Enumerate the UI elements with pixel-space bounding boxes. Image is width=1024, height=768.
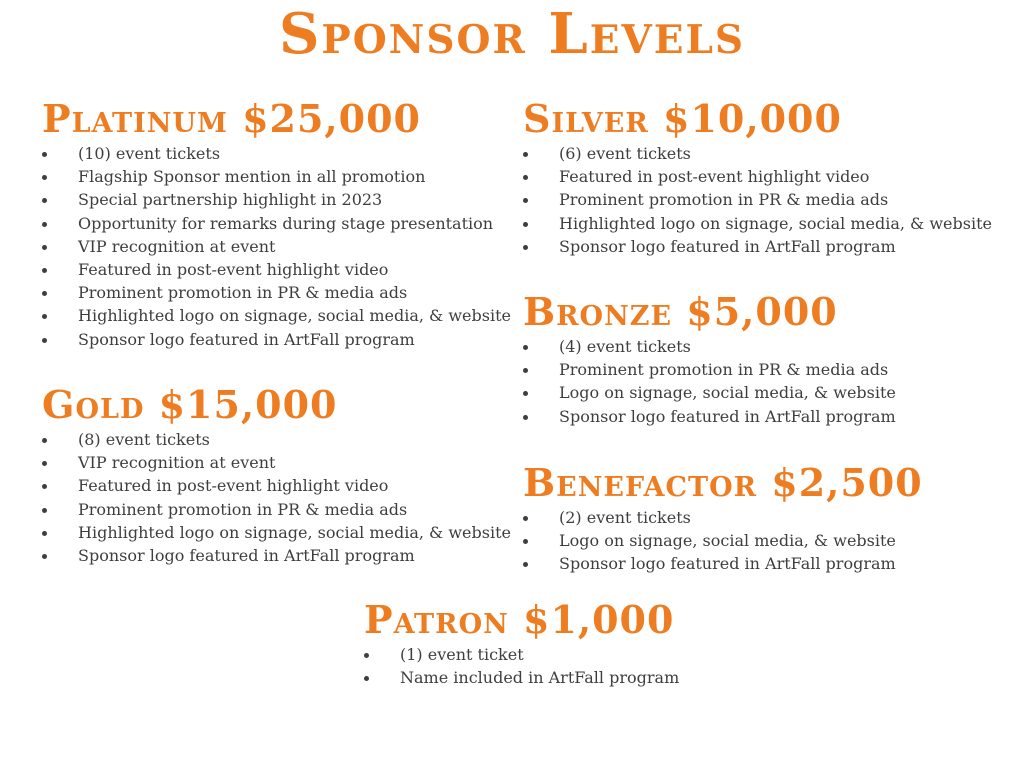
benefit-item — [42, 428, 511, 451]
benefit-text: Name included in ArtFall program — [400, 668, 680, 688]
benefit-list — [364, 643, 679, 689]
tier-heading-gold: Gold $15,000 — [42, 382, 338, 427]
tier-heading-bronze: Bronze $5,000 — [523, 289, 838, 334]
bullet-icon — [42, 438, 47, 443]
benefit-item — [523, 235, 992, 258]
benefit-list — [523, 335, 896, 428]
tier-heading-benefactor: Benefactor $2,500 — [523, 460, 923, 505]
benefit-item — [523, 142, 992, 165]
benefit-item — [42, 304, 511, 327]
benefit-text: VIP recognition at event — [78, 453, 276, 473]
benefit-item — [523, 552, 923, 575]
bullet-icon — [523, 152, 528, 157]
benefit-item — [364, 643, 679, 666]
benefit-item — [42, 281, 511, 304]
benefit-item — [523, 358, 896, 381]
bullet-icon — [364, 653, 369, 658]
benefit-item — [523, 506, 923, 529]
bullet-icon — [364, 676, 369, 681]
benefit-text: Featured in post-event highlight video — [78, 260, 389, 280]
benefit-text: Sponsor logo featured in ArtFall program — [559, 406, 896, 426]
benefit-text: VIP recognition at event — [78, 236, 276, 256]
benefit-item — [523, 165, 992, 188]
tier-heading-silver: Silver $10,000 — [523, 96, 842, 141]
bullet-icon — [523, 415, 528, 420]
bullet-icon — [523, 222, 528, 227]
benefit-text: (1) event ticket — [400, 645, 524, 664]
benefit-text: (8) event tickets — [78, 430, 210, 449]
bullet-icon — [523, 175, 528, 180]
bullet-icon — [523, 368, 528, 373]
bullet-icon — [42, 291, 47, 296]
tier-silver — [523, 96, 992, 258]
bullet-icon — [42, 554, 47, 559]
benefit-text: Special partnership highlight in 2023 — [78, 190, 383, 210]
benefit-text: (10) event tickets — [78, 144, 221, 163]
benefit-item — [42, 258, 511, 281]
bullet-icon — [523, 245, 528, 250]
bullet-icon — [523, 198, 528, 203]
bullet-icon — [42, 508, 47, 513]
tier-bronze — [523, 289, 896, 428]
bullet-icon — [42, 461, 47, 466]
bullet-icon — [42, 531, 47, 536]
benefit-item — [42, 188, 511, 211]
benefit-item — [523, 335, 896, 358]
benefit-item — [364, 666, 679, 689]
bullet-icon — [42, 198, 47, 203]
benefit-text: Sponsor logo featured in ArtFall program — [559, 554, 896, 574]
benefit-item — [42, 474, 511, 497]
benefit-text: Prominent promotion in PR & media ads — [559, 190, 889, 210]
benefit-text: Logo on signage, social media, & website — [559, 383, 896, 403]
tier-heading-platinum: Platinum $25,000 — [42, 96, 421, 141]
benefit-text: (2) event tickets — [559, 508, 691, 527]
bullet-icon — [42, 175, 47, 180]
benefit-item — [523, 188, 992, 211]
benefit-item — [42, 212, 511, 235]
benefit-item — [42, 142, 511, 165]
bullet-icon — [523, 345, 528, 350]
benefit-text: Prominent promotion in PR & media ads — [559, 360, 889, 380]
benefit-text: Prominent promotion in PR & media ads — [78, 283, 408, 303]
benefit-item — [523, 381, 896, 404]
page-title: Sponsor Levels — [278, 1, 746, 67]
bullet-icon — [523, 539, 528, 544]
benefit-list — [42, 428, 511, 567]
benefit-text: Highlighted logo on signage, social media, & website — [78, 522, 511, 542]
benefit-text: Featured in post-event highlight video — [559, 167, 870, 187]
bullet-icon — [42, 314, 47, 319]
benefit-item — [523, 212, 992, 235]
benefit-text: (6) event tickets — [559, 144, 691, 163]
benefit-text: Flagship Sponsor mention in all promotion — [78, 167, 426, 187]
benefit-text: Sponsor logo featured in ArtFall program — [559, 236, 896, 256]
benefit-text: Prominent promotion in PR & media ads — [78, 499, 408, 519]
benefit-item — [42, 544, 511, 567]
benefit-item — [523, 529, 923, 552]
bullet-icon — [42, 268, 47, 273]
bullet-icon — [42, 338, 47, 343]
benefit-text: Sponsor logo featured in ArtFall program — [78, 546, 415, 566]
bullet-icon — [42, 152, 47, 157]
tier-heading-patron: Patron $1,000 — [364, 597, 675, 642]
benefit-item — [42, 498, 511, 521]
benefit-item — [42, 328, 511, 351]
benefit-item — [523, 405, 896, 428]
tier-gold — [42, 382, 511, 567]
benefit-text: (4) event tickets — [559, 337, 691, 356]
benefit-list — [523, 142, 992, 258]
benefit-text: Highlighted logo on signage, social media, & website — [559, 213, 992, 233]
bullet-icon — [523, 562, 528, 567]
benefit-text: Featured in post-event highlight video — [78, 476, 389, 496]
benefit-text: Sponsor logo featured in ArtFall program — [78, 329, 415, 349]
benefit-text: Opportunity for remarks during stage presentation — [78, 213, 494, 233]
tier-platinum — [42, 96, 511, 351]
tier-patron — [364, 597, 680, 689]
bullet-icon — [523, 391, 528, 396]
benefit-item — [42, 451, 511, 474]
benefit-list — [523, 506, 923, 576]
benefit-text: Highlighted logo on signage, social media, & website — [78, 306, 511, 326]
benefit-list — [42, 142, 511, 351]
tier-benefactor — [523, 460, 923, 576]
bullet-icon — [42, 245, 47, 250]
benefit-text: Logo on signage, social media, & website — [559, 531, 896, 551]
benefit-item — [42, 165, 511, 188]
benefit-item — [42, 521, 511, 544]
bullet-icon — [42, 484, 47, 489]
benefit-item — [42, 235, 511, 258]
bullet-icon — [523, 516, 528, 521]
bullet-icon — [42, 222, 47, 227]
